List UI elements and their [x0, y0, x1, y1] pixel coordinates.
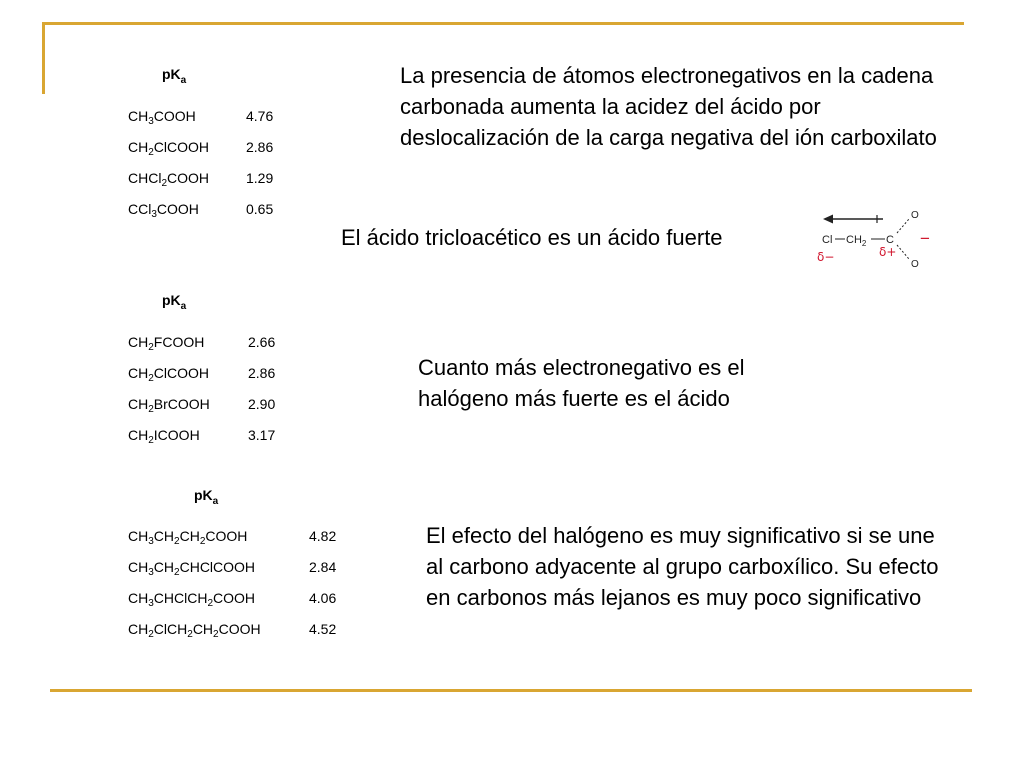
table3-row1-formula: $CH_3CH_2CH_2COOH$	[128, 528, 248, 547]
table1-heading: $pK_a$	[162, 66, 187, 86]
table2-row2-value: 2.86	[248, 365, 276, 381]
negative-charge-label: −	[920, 229, 930, 248]
table3-row4-value: 4.52	[309, 621, 337, 637]
bottom-rule	[50, 689, 972, 692]
paragraph-trichloroacetic: El ácido tricloacético es un ácido fuerte	[341, 225, 723, 250]
chlorine-label: Cl	[822, 234, 833, 246]
table2-heading: $pK_a$	[162, 292, 187, 312]
table1-row2-formula: $CH_2ClCOOH$	[128, 139, 210, 158]
table1-row1-formula: $CH_3COOH$	[128, 108, 196, 127]
table2-row1-value: 2.66	[248, 334, 276, 350]
carbon-label: C	[886, 234, 894, 246]
table1-row3-formula: CHCl$_2$COOH	[128, 170, 210, 189]
table2-row4-value: 3.17	[248, 427, 276, 443]
table3-row3-value: 4.06	[309, 590, 337, 606]
paragraph-halogen-position: El efecto del halógeno es muy significativo si se une al carbono adyacente al grupo carboxílico. Su efecto en carbonos más lejanos es muy poco significativo	[426, 523, 939, 610]
inductive-effect-svg	[805, 203, 935, 271]
table2-row2-formula: $CH_2ClCOOH$	[128, 365, 210, 384]
table3-row4-formula: $CH_2ClCH_2CH_2COOH$	[128, 621, 261, 640]
table1-row2-value: 2.86	[246, 139, 274, 155]
table3-row3-formula: $CH_3CHClCH_2COOH$	[128, 590, 256, 609]
table1-row1-value: 4.76	[246, 108, 274, 124]
table3-row1-value: 4.82	[309, 528, 337, 544]
table3-heading: $pK_a$	[194, 487, 219, 507]
table2-row3-value: 2.90	[248, 396, 276, 412]
table1-row3-value: 1.29	[246, 170, 274, 186]
table1-row4-formula: CCl$_3$COOH	[128, 201, 199, 220]
table3-row2-value: 2.84	[309, 559, 337, 575]
delta-plus-label: δ+	[879, 245, 897, 259]
table2-row4-formula: $CH_2ICOOH$	[128, 427, 200, 446]
oxygen-top-label: O	[911, 210, 919, 221]
delta-minus-label: δ−	[817, 250, 835, 264]
inductive-effect-diagram	[805, 203, 935, 271]
paragraph-electronegative-atoms: La presencia de átomos electronegativos en la cadena carbonada aumenta la acidez del ácido por deslocalización de la carga negativa del ión carboxilato	[400, 63, 937, 150]
table1-row4-value: 0.65	[246, 201, 274, 217]
inductive-arrow-icon	[823, 215, 883, 224]
left-rule	[42, 22, 45, 94]
oxygen-bottom-label: O	[911, 259, 919, 270]
top-rule	[42, 22, 964, 25]
ch2-label: $CH_2$	[846, 234, 867, 248]
table2-row1-formula: $CH_2FCOOH$	[128, 334, 205, 353]
table2-row3-formula: $CH_2BrCOOH$	[128, 396, 210, 415]
paragraph-halogen-electronegativity: Cuanto más electronegativo es el halógeno más fuerte es el ácido	[418, 355, 745, 411]
table3-row2-formula: $CH_3CH_2CHClCOOH$	[128, 559, 256, 578]
